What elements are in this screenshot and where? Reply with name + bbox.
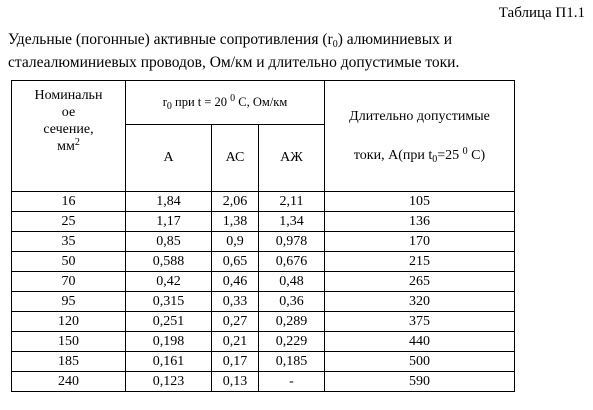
cell-a: 0,588 (126, 252, 212, 272)
heading-text-part2: ) алюминиевых и (337, 31, 453, 48)
cell-a: 1,84 (126, 192, 212, 212)
table-caption: Таблица П1.1 (498, 5, 585, 21)
cell-a: 0,85 (126, 232, 212, 252)
cell-ac: 0,46 (212, 272, 259, 292)
header-current-line2c: С) (467, 148, 486, 163)
cell-az: 1,34 (259, 212, 325, 232)
table-row (12, 272, 515, 292)
header-ac: АС (212, 124, 259, 191)
cell-a: 0,161 (126, 352, 212, 372)
cell-section: 240 (12, 372, 126, 392)
table-row (12, 192, 515, 212)
header-section-unit: мм (57, 139, 75, 154)
header-section-line3: сечение, (43, 122, 94, 137)
cell-a: 1,17 (126, 212, 212, 232)
header-r0-sup: 0 (230, 92, 236, 104)
cell-a: 0,315 (126, 292, 212, 312)
header-r0 (126, 81, 325, 125)
cell-ac: 2,06 (212, 192, 259, 212)
header-current-sup: 0 (462, 146, 468, 157)
cell-az: 2,11 (259, 192, 325, 212)
header-current-line1: Длительно допустимые (349, 109, 490, 124)
cell-current: 320 (325, 292, 515, 312)
cell-section: 150 (12, 332, 126, 352)
header-current-line2b: =25 (437, 148, 463, 163)
cell-ac: 0,17 (212, 352, 259, 372)
cell-a: 0,251 (126, 312, 212, 332)
cell-current: 375 (325, 312, 515, 332)
table-row (12, 252, 515, 272)
cell-ac: 0,13 (212, 372, 259, 392)
table-row (12, 352, 515, 372)
table-row (12, 312, 515, 332)
cell-az: 0,978 (259, 232, 325, 252)
cell-az: 0,36 (259, 292, 325, 312)
cell-az: 0,229 (259, 332, 325, 352)
header-current-line2 (354, 148, 485, 163)
table-row (12, 372, 515, 392)
heading-subscript: 0 (332, 39, 338, 50)
cell-ac: 0,65 (212, 252, 259, 272)
cell-current: 136 (325, 212, 515, 232)
header-r0-sub: 0 (166, 100, 172, 112)
table-row (12, 292, 515, 312)
header-r0-end: С, Ом/км (235, 94, 288, 109)
cell-section: 35 (12, 232, 126, 252)
cell-ac: 0,27 (212, 312, 259, 332)
header-current-sub: 0 (432, 154, 438, 165)
cell-ac: 0,9 (212, 232, 259, 252)
cell-current: 440 (325, 332, 515, 352)
cell-current: 500 (325, 352, 515, 372)
cell-az: 0,185 (259, 352, 325, 372)
cell-ac: 0,33 (212, 292, 259, 312)
cell-section: 95 (12, 292, 126, 312)
heading-text-part1: Удельные (погонные) активные сопротивления (r (8, 31, 333, 48)
header-current (325, 81, 515, 192)
table-row (12, 212, 515, 232)
heading-line-2: сталеалюминиевых проводов, Ом/км и длительно допустимые токи. (8, 54, 460, 71)
table-row (12, 232, 515, 252)
cell-a: 0,123 (126, 372, 212, 392)
cell-current: 590 (325, 372, 515, 392)
table-heading (8, 29, 588, 73)
cell-a: 0,198 (126, 332, 212, 352)
cell-section: 70 (12, 272, 126, 292)
header-a: А (126, 124, 212, 191)
cell-az: 0,289 (259, 312, 325, 332)
cell-section: 185 (12, 352, 126, 372)
header-r0-mid: при t = 20 (171, 94, 231, 109)
header-section-line2: ое (61, 105, 76, 120)
cell-az: - (259, 372, 325, 392)
table-row (12, 332, 515, 352)
cell-current: 215 (325, 252, 515, 272)
header-az: АЖ (259, 124, 325, 191)
header-r0-symbol: r (162, 94, 167, 109)
cell-ac: 1,38 (212, 212, 259, 232)
resistance-table (11, 80, 515, 392)
cell-az: 0,48 (259, 272, 325, 292)
cell-ac: 0,21 (212, 332, 259, 352)
cell-current: 265 (325, 272, 515, 292)
heading-line-1 (8, 29, 588, 52)
header-section-line1: Номинальн (34, 88, 103, 103)
header-section-sup: 2 (74, 137, 80, 148)
cell-section: 50 (12, 252, 126, 272)
header-nominal-section (12, 81, 126, 192)
header-section-line4 (12, 138, 125, 155)
cell-section: 25 (12, 212, 126, 232)
cell-current: 170 (325, 232, 515, 252)
cell-section: 120 (12, 312, 126, 332)
header-current-line2a: токи, А(при t (353, 148, 433, 163)
cell-a: 0,42 (126, 272, 212, 292)
cell-section: 16 (12, 192, 126, 212)
cell-az: 0,676 (259, 252, 325, 272)
cell-current: 105 (325, 192, 515, 212)
